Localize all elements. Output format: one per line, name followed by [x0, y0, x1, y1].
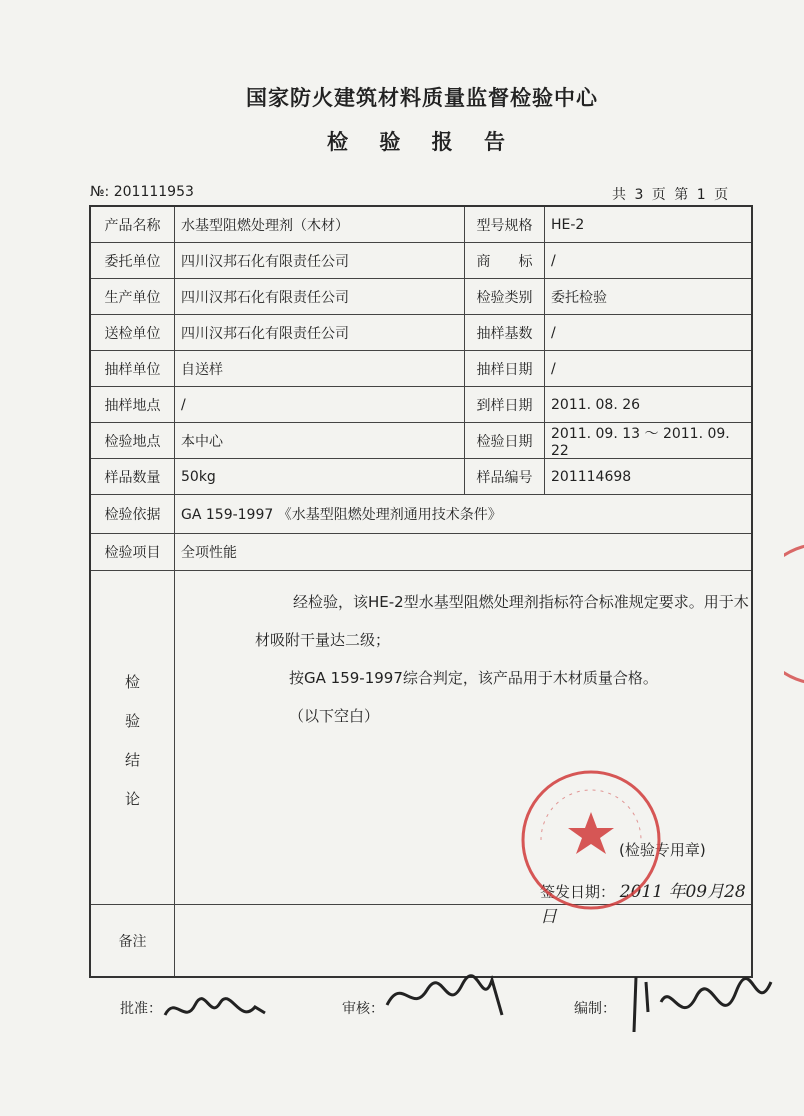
issue-date-value: 2011 年09月28日 — [540, 882, 746, 927]
conclusion-label-char: 检 — [124, 673, 140, 691]
conclusion-paragraph-4: （以下空白） — [289, 707, 380, 725]
compile-signature-scribble — [626, 972, 776, 1042]
page-info: 共 3 页 第 1 页 — [612, 187, 729, 203]
table-row — [91, 207, 751, 243]
row-label: 送检单位 — [91, 315, 175, 350]
seal-note: (检验专用章) — [619, 841, 706, 859]
row-value: 2011. 09. 13 ～ 2011. 09. 22 — [551, 425, 730, 459]
row-label: 商 标 — [465, 243, 545, 278]
row-label: 到样日期 — [465, 387, 545, 422]
issue-date-label: 签发日期： — [540, 883, 616, 901]
side-stamp — [784, 534, 804, 694]
row-value: 四川汉邦石化有限责任公司 — [175, 243, 465, 278]
table-row — [91, 387, 751, 423]
row-value: 2011. 08. 26 — [551, 396, 641, 413]
row-value: / — [175, 387, 465, 422]
approve-signature — [120, 998, 162, 1018]
approve-label: 批准： — [120, 1001, 162, 1017]
conclusion-paragraph-3: 按GA 159-1997综合判定，该产品用于木材质量合格。 — [289, 669, 658, 687]
conclusion-paragraph-2: 材吸附干量达二级； — [255, 631, 391, 649]
conclusion-label-char: 论 — [124, 790, 140, 808]
row-label: 生产单位 — [91, 279, 175, 314]
conclusion-body — [175, 571, 751, 927]
row-label: 委托单位 — [91, 243, 175, 278]
report-number: №: 201111953 — [90, 184, 194, 200]
compile-label: 编制： — [574, 1001, 616, 1017]
basis-label: 检验依据 — [91, 495, 175, 533]
table-row — [91, 459, 751, 495]
row-value: 自送样 — [175, 351, 465, 386]
row-label: 样品数量 — [91, 459, 175, 494]
table-row — [91, 423, 751, 459]
conclusion-label — [91, 571, 175, 904]
row-value: HE-2 — [551, 216, 585, 233]
inspection-stamp — [519, 768, 663, 912]
row-label: 产品名称 — [91, 207, 175, 242]
review-label: 审核： — [342, 1001, 384, 1017]
row-label: 检验类别 — [465, 279, 545, 314]
row-value: 水基型阻燃处理剂（木材） — [175, 207, 465, 242]
remarks-label: 备注 — [91, 905, 175, 976]
row-label: 检验日期 — [465, 423, 545, 458]
row-value: 四川汉邦石化有限责任公司 — [175, 279, 465, 314]
items-value: 全项性能 — [181, 545, 237, 561]
row-label: 抽样基数 — [465, 315, 545, 350]
row-value: 201114698 — [551, 468, 632, 485]
row-label: 抽样单位 — [91, 351, 175, 386]
row-value: 四川汉邦石化有限责任公司 — [175, 315, 465, 350]
row-label: 型号规格 — [465, 207, 545, 242]
approve-signature-scribble — [160, 985, 270, 1030]
row-value: 委托检验 — [551, 289, 607, 306]
row-value: / — [551, 324, 556, 341]
report-title: 检 验 报 告 — [327, 130, 517, 154]
table-row-basis — [91, 495, 751, 534]
table-row-items — [91, 534, 751, 571]
conclusion-label-char: 结 — [124, 751, 140, 769]
table-row — [91, 351, 751, 387]
conclusion-paragraph-1: 经检验，该HE-2型水基型阻燃处理剂指标符合标准规定要求。用于木 — [293, 593, 749, 611]
row-value: / — [551, 360, 556, 377]
items-label: 检验项目 — [91, 534, 175, 570]
review-signature-scribble — [382, 970, 512, 1025]
row-label: 样品编号 — [465, 459, 545, 494]
row-value: / — [551, 252, 556, 269]
compile-signature — [574, 998, 616, 1018]
table-row — [91, 243, 751, 279]
conclusion-label-char: 验 — [124, 712, 140, 730]
basis-value: GA 159-1997 《水基型阻燃处理剂通用技术条件》 — [181, 507, 502, 523]
row-label: 抽样地点 — [91, 387, 175, 422]
table-row — [91, 279, 751, 315]
row-label: 检验地点 — [91, 423, 175, 458]
row-value: 50kg — [175, 459, 465, 494]
row-value: 本中心 — [175, 423, 465, 458]
review-signature — [342, 998, 384, 1018]
org-title: 国家防火建筑材料质量监督检验中心 — [246, 86, 598, 110]
row-label: 抽样日期 — [465, 351, 545, 386]
table-row — [91, 315, 751, 351]
